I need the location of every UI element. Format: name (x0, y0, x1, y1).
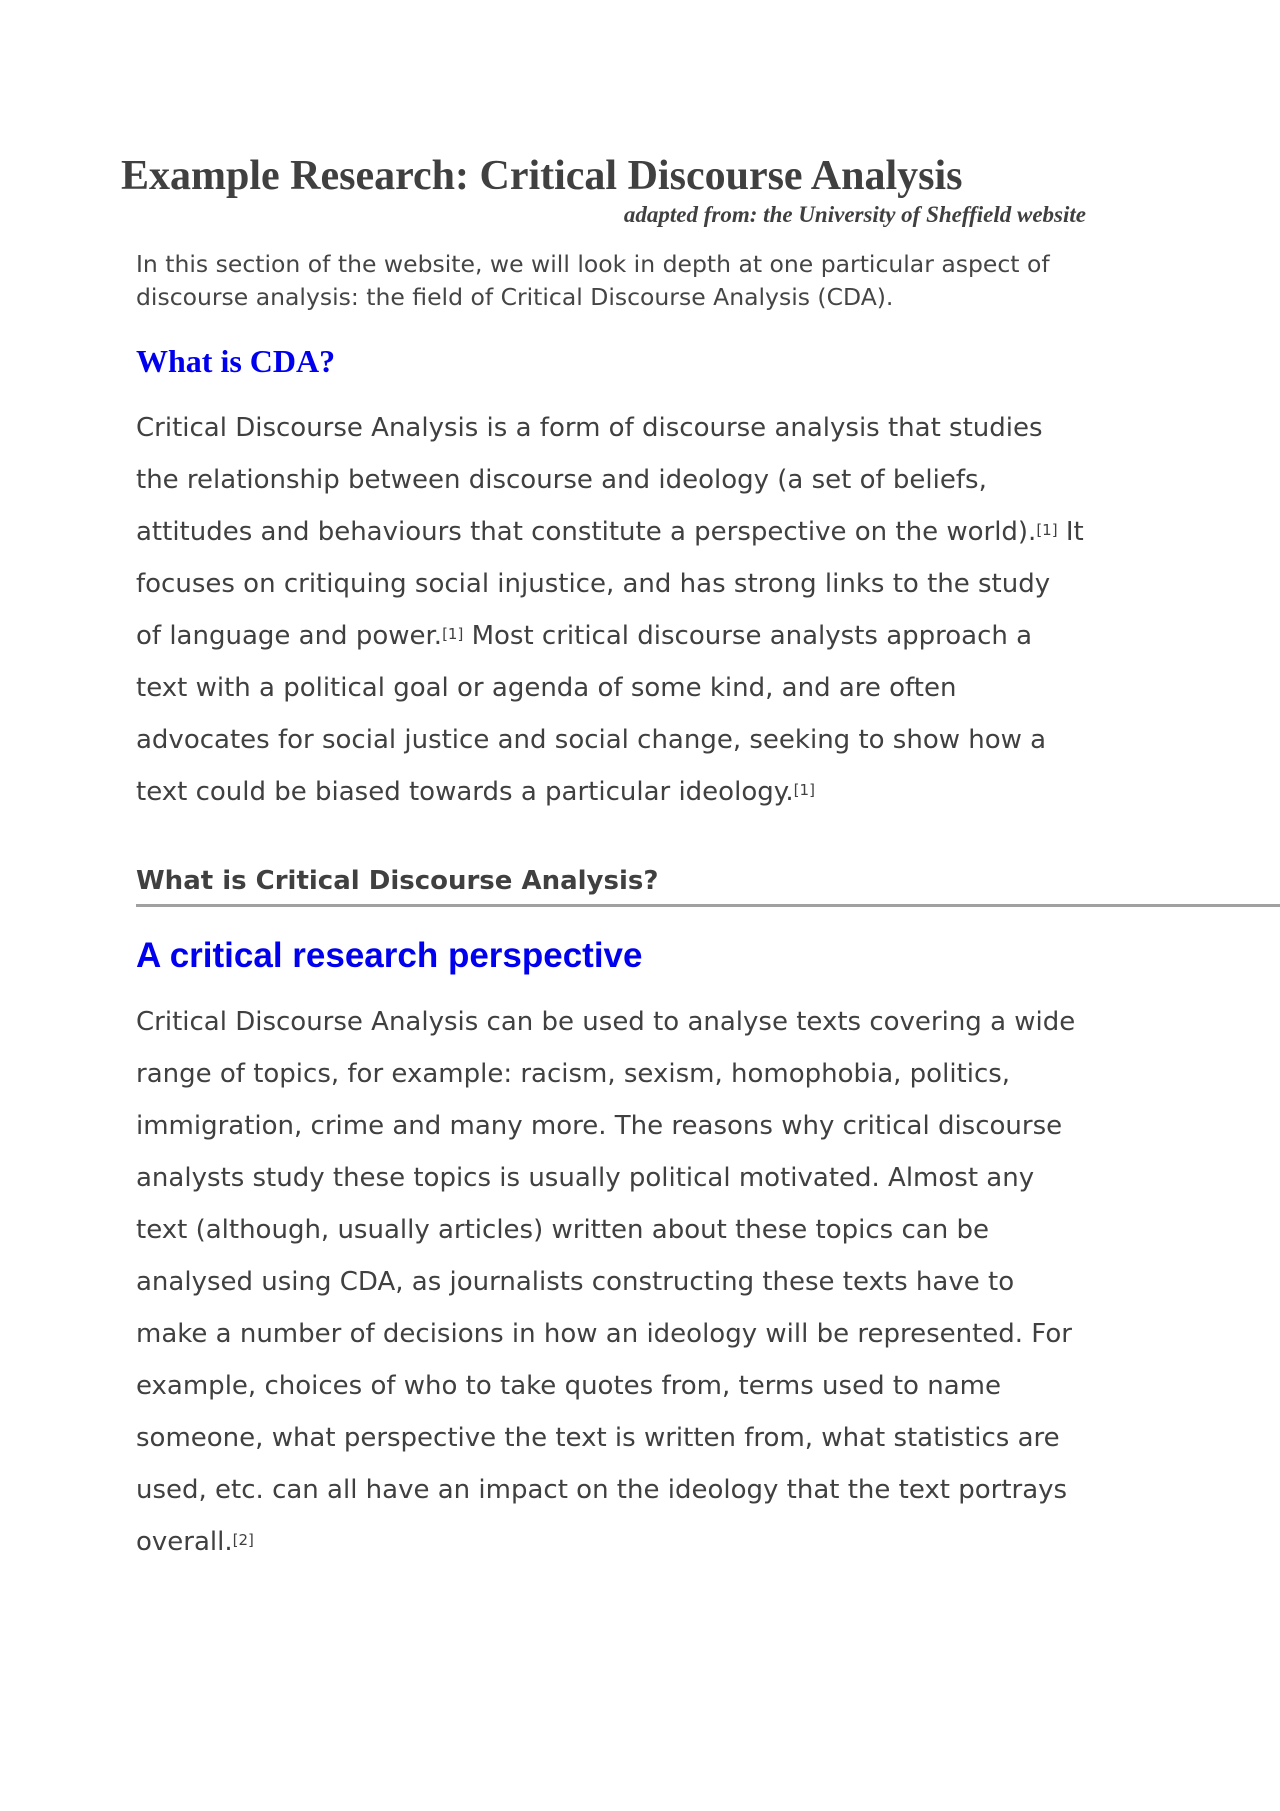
source-attribution: adapted from: the University of Sheffield website (623, 202, 1086, 227)
paragraph-line (136, 1360, 1075, 1412)
paragraph-line (136, 558, 1084, 610)
line-text: It (1057, 517, 1084, 547)
section-divider (136, 904, 1280, 907)
citation-reference[interactable]: [1] (1036, 521, 1058, 539)
paragraph-line (136, 714, 1084, 766)
citation-reference[interactable]: [1] (442, 625, 464, 643)
paragraph-line (136, 1412, 1075, 1464)
line-text: someone, what perspective the text is written from, what statistics are (136, 1423, 1060, 1453)
line-text: immigration, crime and many more. The reasons why critical discourse (136, 1111, 1063, 1141)
line-text: attitudes and behaviours that constitute a perspective on the world). (136, 517, 1037, 547)
paragraph-line (136, 1308, 1075, 1360)
intro-line: In this section of the website, we will look in depth at one particular aspect of (136, 250, 1050, 278)
line-text: of language and power. (136, 621, 443, 651)
section-heading-what-is-critical-discourse-analysis: What is Critical Discourse Analysis? (136, 866, 659, 896)
line-text: Most critical discourse analysts approach a (463, 621, 1033, 651)
paragraph-line (136, 402, 1084, 454)
line-text: analysed using CDA, as journalists constructing these texts have to (136, 1267, 1015, 1297)
citation-reference[interactable]: [2] (232, 1531, 254, 1549)
line-text: make a number of decisions in how an ideology will be represented. For (136, 1319, 1072, 1349)
line-text: example, choices of who to take quotes from, terms used to name (136, 1371, 1001, 1401)
cda-definition-paragraph (136, 402, 1084, 818)
heading-what-is-cda: What is CDA? (136, 343, 336, 379)
line-text: text could be biased towards a particular ideology. (136, 777, 794, 807)
intro-paragraph (136, 248, 1050, 314)
paragraph-line (136, 454, 1084, 506)
paragraph-line (136, 1204, 1075, 1256)
critical-perspective-paragraph (136, 996, 1075, 1568)
page-title: Example Research: Critical Discourse Analysis (121, 153, 963, 199)
line-text: the relationship between discourse and ideology (a set of beliefs, (136, 465, 987, 495)
paragraph-line (136, 1100, 1075, 1152)
paragraph-line (136, 1516, 1075, 1568)
paragraph-line (136, 1048, 1075, 1100)
paragraph-line (136, 766, 1084, 818)
line-text: focuses on critiquing social injustice, and has strong links to the study (136, 569, 1051, 599)
line-text: text with a political goal or agenda of some kind, and are often (136, 673, 957, 703)
paragraph-line (136, 506, 1084, 558)
line-text: analysts study these topics is usually political motivated. Almost any (136, 1163, 1035, 1193)
paragraph-line (136, 1152, 1075, 1204)
paragraph-line (136, 1464, 1075, 1516)
line-text: used, etc. can all have an impact on the ideology that the text portrays (136, 1475, 1068, 1505)
paragraph-line (136, 1256, 1075, 1308)
citation-reference[interactable]: [1] (793, 781, 815, 799)
line-text: Critical Discourse Analysis is a form of discourse analysis that studies (136, 413, 1043, 443)
heading-critical-research-perspective: A critical research perspective (136, 936, 643, 975)
line-text: overall. (136, 1527, 233, 1557)
line-text: Critical Discourse Analysis can be used to analyse texts covering a wide (136, 1007, 1076, 1037)
paragraph-line (136, 662, 1084, 714)
line-text: range of topics, for example: racism, sexism, homophobia, politics, (136, 1059, 1011, 1089)
line-text: text (although, usually articles) written about these topics can be (136, 1215, 989, 1245)
paragraph-line (136, 610, 1084, 662)
line-text: advocates for social justice and social change, seeking to show how a (136, 725, 1047, 755)
paragraph-line (136, 996, 1075, 1048)
intro-line: discourse analysis: the field of Critical Discourse Analysis (CDA). (136, 283, 894, 311)
